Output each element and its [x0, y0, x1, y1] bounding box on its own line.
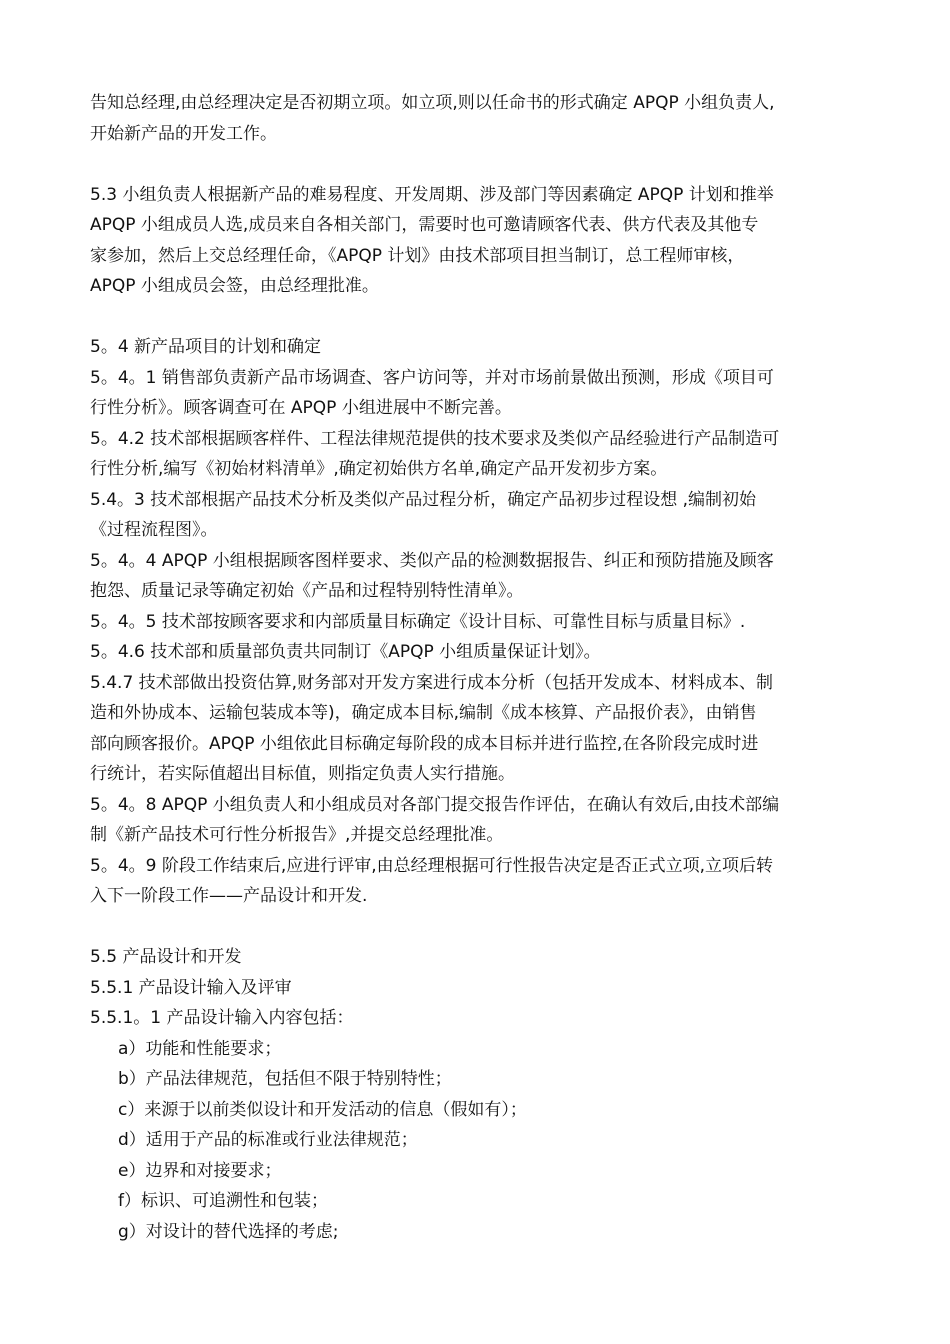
- list-item: g）对设计的替代选择的考虑;: [118, 1221, 339, 1242]
- text-line: 5。4.2 技术部根据顾客样件、工程法律规范提供的技术要求及类似产品经验进行产品制造可: [90, 428, 780, 449]
- text-line: 行统计，若实际值超出目标值，则指定负责人实行措施。: [90, 764, 515, 784]
- list-item: a）功能和性能要求；: [118, 1038, 282, 1059]
- list-item: e）边界和对接要求；: [118, 1160, 282, 1181]
- text-line: 行性分析》。顾客调查可在 APQP 小组进展中不断完善。: [90, 398, 512, 418]
- text-line: 5。4。8 APQP 小组负责人和小组成员对各部门提交报告作评估，在确认有效后,由技术部编: [90, 794, 780, 815]
- text-line: 制《新产品技术可行性分析报告》,并提交总经理批准。: [90, 825, 504, 845]
- text-line: 告知总经理,由总经理决定是否初期立项。如立项,则以任命书的形式确定 APQP 小组负责人,: [90, 93, 775, 113]
- text-line: 5.3 小组负责人根据新产品的难易程度、开发周期、涉及部门等因素确定 APQP 计划和推举: [90, 184, 774, 205]
- text-line: 5.5.1。1 产品设计输入内容包括：: [90, 1008, 354, 1028]
- text-line: 部向顾客报价。APQP 小组依此目标确定每阶段的成本目标并进行监控,在各阶段完成时进: [90, 733, 759, 754]
- paragraph-spacer: [90, 149, 870, 180]
- text-line: 开始新产品的开发工作。: [90, 123, 277, 144]
- text-line: 5。4 新产品项目的计划和确定: [90, 337, 322, 357]
- text-line: 行性分析,编写《初始材料清单》,确定初始供方名单,确定产品开发初步方案。: [90, 459, 668, 479]
- text-line: 5。4。9 阶段工作结束后,应进行评审,由总经理根据可行性报告决定是否正式立项,立项后转: [90, 855, 774, 876]
- text-line: 5.4。3 技术部根据产品技术分析及类似产品过程分析，确定产品初步过程设想 ,编制初始: [90, 489, 757, 510]
- document-page: [90, 88, 870, 1247]
- text-line: 5.4.7 技术部做出投资估算,财务部对开发方案进行成本分析（包括开发成本、材料成本、制: [90, 672, 774, 693]
- text-line: 5。4.6 技术部和质量部负责共同制订《APQP 小组质量保证计划》。: [90, 642, 601, 662]
- text-line: 5.5 产品设计和开发: [90, 947, 242, 967]
- text-line: 5。4。1 销售部负责新产品市场调查、客户访问等，并对市场前景做出预测，形成《项目可: [90, 367, 774, 388]
- text-line: 5.5.1 产品设计输入及评审: [90, 977, 292, 998]
- text-line: 入下一阶段工作——产品设计和开发.: [90, 886, 368, 906]
- text-line: 抱怨、质量记录等确定初始《产品和过程特别特性清单》。: [90, 581, 524, 601]
- list-item: d）适用于产品的标准或行业法律规范；: [118, 1130, 418, 1150]
- list-item: b）产品法律规范，包括但不限于特别特性；: [118, 1069, 452, 1089]
- paragraph-spacer: [90, 302, 870, 333]
- list-item: c）来源于以前类似设计和开发活动的信息（假如有）；: [118, 1099, 527, 1120]
- list-item: f）标识、可追溯性和包装；: [118, 1191, 328, 1211]
- text-line: 造和外协成本、运输包装成本等)，确定成本目标,编制《成本核算、产品报价表》，由销售: [90, 703, 757, 723]
- text-line: APQP 小组成员人选,成员来自各相关部门，需要时也可邀请顾客代表、供方代表及其他专: [90, 215, 759, 235]
- text-line: 5。4。5 技术部按顾客要求和内部质量目标确定《设计目标、可靠性目标与质量目标》.: [90, 611, 746, 632]
- text-line: APQP 小组成员会签，由总经理批准。: [90, 276, 379, 296]
- text-line: 《过程流程图》。: [90, 520, 218, 540]
- text-line: 家参加，然后上交总经理任命，《APQP 计划》由技术部项目担当制订，总工程师审核，: [90, 245, 745, 266]
- paragraph-spacer: [90, 912, 870, 943]
- text-line: 5。4。4 APQP 小组根据顾客图样要求、类似产品的检测数据报告、纠正和预防措施及顾客: [90, 550, 774, 571]
